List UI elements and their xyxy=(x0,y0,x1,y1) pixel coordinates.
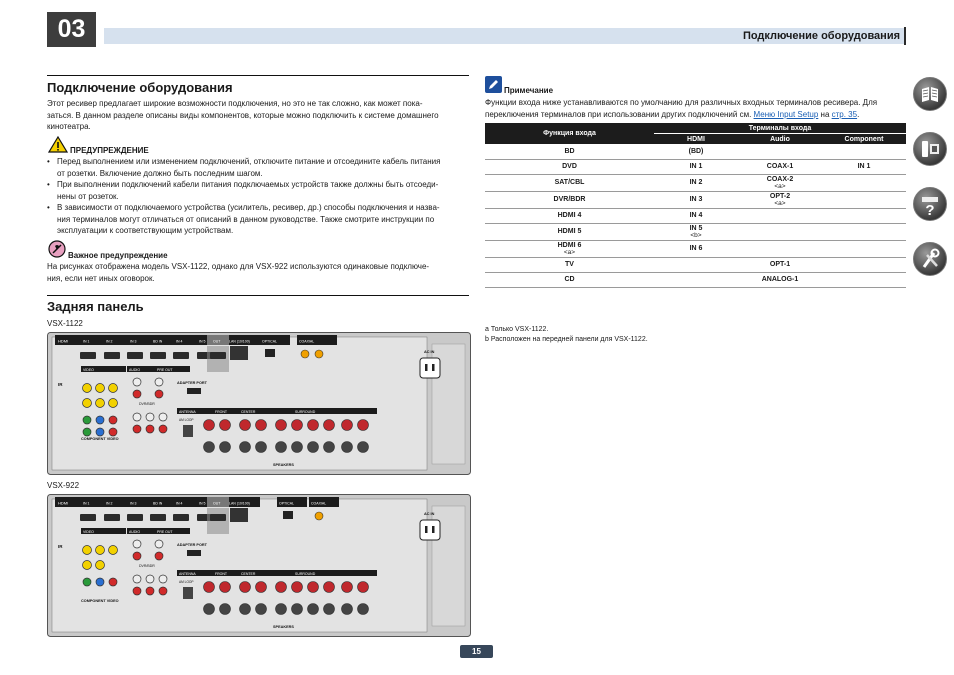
page-link[interactable]: стр. 35 xyxy=(831,109,858,119)
cell-component xyxy=(822,191,906,208)
svg-text:BD IN: BD IN xyxy=(153,501,163,506)
section-title-rear-panel: Задняя панель xyxy=(47,299,144,314)
cell-component xyxy=(822,144,906,159)
svg-text:FRONT: FRONT xyxy=(215,571,228,576)
cell-audio: OPT-2 <a> xyxy=(738,191,822,208)
svg-text:OPTICAL: OPTICAL xyxy=(279,501,294,506)
table-row xyxy=(485,272,906,287)
warning-item: • При выполнении подключений кабели питания подключаемых устройств также должны быть отсоеди- нены от розеток. xyxy=(47,179,471,202)
important-title: Важное предупреждение xyxy=(68,251,168,260)
svg-text:OUT: OUT xyxy=(213,501,221,506)
cell-component: IN 1 xyxy=(822,159,906,174)
cell-hdmi xyxy=(654,272,738,287)
cell-component xyxy=(822,272,906,287)
table-row xyxy=(485,191,906,208)
col-component: Component xyxy=(822,134,906,145)
input-setup-link[interactable]: Меню Input Setup xyxy=(753,109,819,119)
important-text: На рисунках отображена модель VSX-1122, однако для VSX-922 используются одинаковые подключе- ния, если нет иных оговорок. xyxy=(47,262,430,283)
svg-text:CENTER: CENTER xyxy=(241,409,256,414)
cell-audio: COAX-1 xyxy=(738,159,822,174)
rear-panel-vsx1122 xyxy=(47,332,471,480)
cell-function: BD xyxy=(485,144,654,159)
chapter-number: 03 xyxy=(47,12,96,47)
intro-paragraph xyxy=(47,98,469,133)
col-hdmi: HDMI xyxy=(654,134,738,145)
svg-text:AC IN: AC IN xyxy=(424,512,435,516)
cell-hdmi: IN 4 xyxy=(654,208,738,223)
cell-audio xyxy=(738,240,822,257)
svg-text:LAN (10/100): LAN (10/100) xyxy=(229,501,250,506)
cell-function: TV xyxy=(485,257,654,272)
cell-audio: COAX-2 <a> xyxy=(738,174,822,191)
svg-text:ANTENNA: ANTENNA xyxy=(179,409,196,414)
cell-function: CD xyxy=(485,272,654,287)
section-title: Подключение оборудования xyxy=(47,80,233,95)
svg-text:CENTER: CENTER xyxy=(241,571,256,576)
svg-text:IN 4: IN 4 xyxy=(176,501,183,506)
svg-text:HDMI: HDMI xyxy=(58,500,69,506)
cell-function: HDMI 6 <a> xyxy=(485,240,654,257)
rear-panel-vsx922 xyxy=(47,494,471,642)
svg-text:SURROUND: SURROUND xyxy=(295,409,316,414)
svg-text:?: ? xyxy=(925,202,935,219)
cell-hdmi xyxy=(654,257,738,272)
cell-component xyxy=(822,223,906,240)
table-row xyxy=(485,208,906,223)
svg-text:SURROUND: SURROUND xyxy=(295,571,316,576)
svg-text:ADAPTER PORT: ADAPTER PORT xyxy=(177,381,207,385)
important-icon xyxy=(48,240,66,263)
cell-function: DVD xyxy=(485,159,654,174)
note-text: Функции входа ниже устанавливаются по умолчанию для различных входных терминалов ресивера. Для переключения терминалов при использовании других подключений см. Меню Input Setup на стр. 35. xyxy=(485,98,878,119)
svg-text:SPEAKERS: SPEAKERS xyxy=(273,463,294,467)
svg-text:VIDEO: VIDEO xyxy=(83,367,94,372)
svg-text:COAXIAL: COAXIAL xyxy=(299,339,315,344)
table-row xyxy=(485,144,906,159)
cell-function: HDMI 5 xyxy=(485,223,654,240)
cell-hdmi: (BD) xyxy=(654,144,738,159)
note-title: Примечание xyxy=(504,86,554,95)
svg-text:IN 5: IN 5 xyxy=(199,501,206,506)
svg-text:IN 1: IN 1 xyxy=(83,339,90,344)
input-function-table xyxy=(485,123,906,288)
svg-text:FRONT: FRONT xyxy=(215,409,228,414)
svg-text:IN 2: IN 2 xyxy=(106,339,113,344)
svg-text:COMPONENT VIDEO: COMPONENT VIDEO xyxy=(81,437,119,441)
section-rule xyxy=(47,75,469,76)
table-row xyxy=(485,240,906,257)
cell-component xyxy=(822,208,906,223)
cell-hdmi: IN 5 <b> xyxy=(654,223,738,240)
svg-text:LAN (10/100): LAN (10/100) xyxy=(229,339,250,344)
svg-text:VIDEO: VIDEO xyxy=(83,529,94,534)
cell-function: HDMI 4 xyxy=(485,208,654,223)
warning-item: • Перед выполнением или изменением подключений, отключите питание и отсоедините кабель питания от розетки. Включение должно быть последним шагом. xyxy=(47,156,471,179)
cell-component xyxy=(822,257,906,272)
svg-text:AUDIO: AUDIO xyxy=(129,529,141,534)
svg-text:DVR/BDR: DVR/BDR xyxy=(139,402,155,406)
pencil-icon xyxy=(485,76,502,93)
section-rule xyxy=(47,295,469,296)
svg-text:ADAPTER PORT: ADAPTER PORT xyxy=(177,543,207,547)
warning-list xyxy=(47,156,471,237)
question-icon[interactable] xyxy=(913,187,947,221)
svg-text:IN 2: IN 2 xyxy=(106,501,113,506)
svg-text:AM LOOP: AM LOOP xyxy=(179,418,194,422)
cell-audio xyxy=(738,144,822,159)
svg-text:SPEAKERS: SPEAKERS xyxy=(273,625,294,629)
cell-hdmi: IN 1 xyxy=(654,159,738,174)
svg-text:IN 3: IN 3 xyxy=(130,501,137,506)
remote-icon[interactable] xyxy=(913,132,947,166)
warning-title: ПРЕДУПРЕЖДЕНИЕ xyxy=(70,146,149,155)
svg-text:AM LOOP: AM LOOP xyxy=(179,580,194,584)
book-icon[interactable] xyxy=(913,77,947,111)
col-audio: Audio xyxy=(738,134,822,145)
svg-text:OUT: OUT xyxy=(213,339,221,344)
intro-line: кинотеатра. xyxy=(47,122,91,131)
col-terminals: Терминалы входа xyxy=(654,123,906,134)
cell-component xyxy=(822,240,906,257)
header-divider xyxy=(904,27,906,45)
svg-text:PRE OUT: PRE OUT xyxy=(157,529,173,534)
cell-audio: ANALOG-1 xyxy=(738,272,822,287)
cell-hdmi: IN 2 xyxy=(654,174,738,191)
svg-text:AC IN: AC IN xyxy=(424,350,435,354)
intro-line: заться. В данном разделе описаны виды компонентов, которые можно подключить к системе домашнего xyxy=(47,110,439,120)
svg-text:IN 4: IN 4 xyxy=(176,339,183,344)
cell-function: DVR/BDR xyxy=(485,191,654,208)
svg-text:COAXIAL: COAXIAL xyxy=(311,501,327,506)
svg-text:OPTICAL: OPTICAL xyxy=(262,339,277,344)
cell-audio xyxy=(738,223,822,240)
tools-icon[interactable] xyxy=(913,242,947,276)
svg-text:AUDIO: AUDIO xyxy=(129,367,141,372)
col-function: Функция входа xyxy=(485,123,654,144)
cell-hdmi: IN 3 xyxy=(654,191,738,208)
svg-text:BD IN: BD IN xyxy=(153,339,163,344)
footnote-b: b Расположен на передней панели для VSX-1122. xyxy=(485,336,648,343)
svg-text:PRE OUT: PRE OUT xyxy=(157,367,173,372)
header-title: Подключение оборудования xyxy=(742,30,900,42)
table-row xyxy=(485,159,906,174)
svg-text:IN 3: IN 3 xyxy=(130,339,137,344)
cell-function: SAT/CBL xyxy=(485,174,654,191)
warning-icon xyxy=(48,136,68,158)
cell-component xyxy=(822,174,906,191)
svg-text:IR: IR xyxy=(58,382,63,387)
cell-hdmi: IN 6 xyxy=(654,240,738,257)
cell-audio: OPT-1 xyxy=(738,257,822,272)
warning-item: • В зависимости от подключаемого устройства (усилитель, ресивер, др.) способы подключения и назва- ния терминалов могут отличаться от описаний в данном руководстве. Также смотрите инструкции по эксплуатации к соответствующим устройствам. xyxy=(47,202,471,237)
model-label-1122: VSX-1122 xyxy=(47,319,83,328)
hdmi-label: HDMI xyxy=(58,338,69,344)
footnote-a: a Только VSX-1122. xyxy=(485,326,549,333)
svg-text:IN 1: IN 1 xyxy=(83,501,90,506)
svg-text:DVR/BDR: DVR/BDR xyxy=(139,564,155,568)
table-row xyxy=(485,174,906,191)
table-row xyxy=(485,257,906,272)
svg-text:IN 5: IN 5 xyxy=(199,339,206,344)
cell-audio xyxy=(738,208,822,223)
page-number: 15 xyxy=(460,645,493,658)
svg-text:ANTENNA: ANTENNA xyxy=(179,571,196,576)
svg-text:COMPONENT VIDEO: COMPONENT VIDEO xyxy=(81,599,119,603)
intro-line: Этот ресивер предлагает широкие возможности подключения, но это не так сложно, как может пока- xyxy=(47,99,423,108)
model-label-922: VSX-922 xyxy=(47,481,80,490)
table-row xyxy=(485,223,906,240)
svg-text:IR: IR xyxy=(58,544,63,549)
